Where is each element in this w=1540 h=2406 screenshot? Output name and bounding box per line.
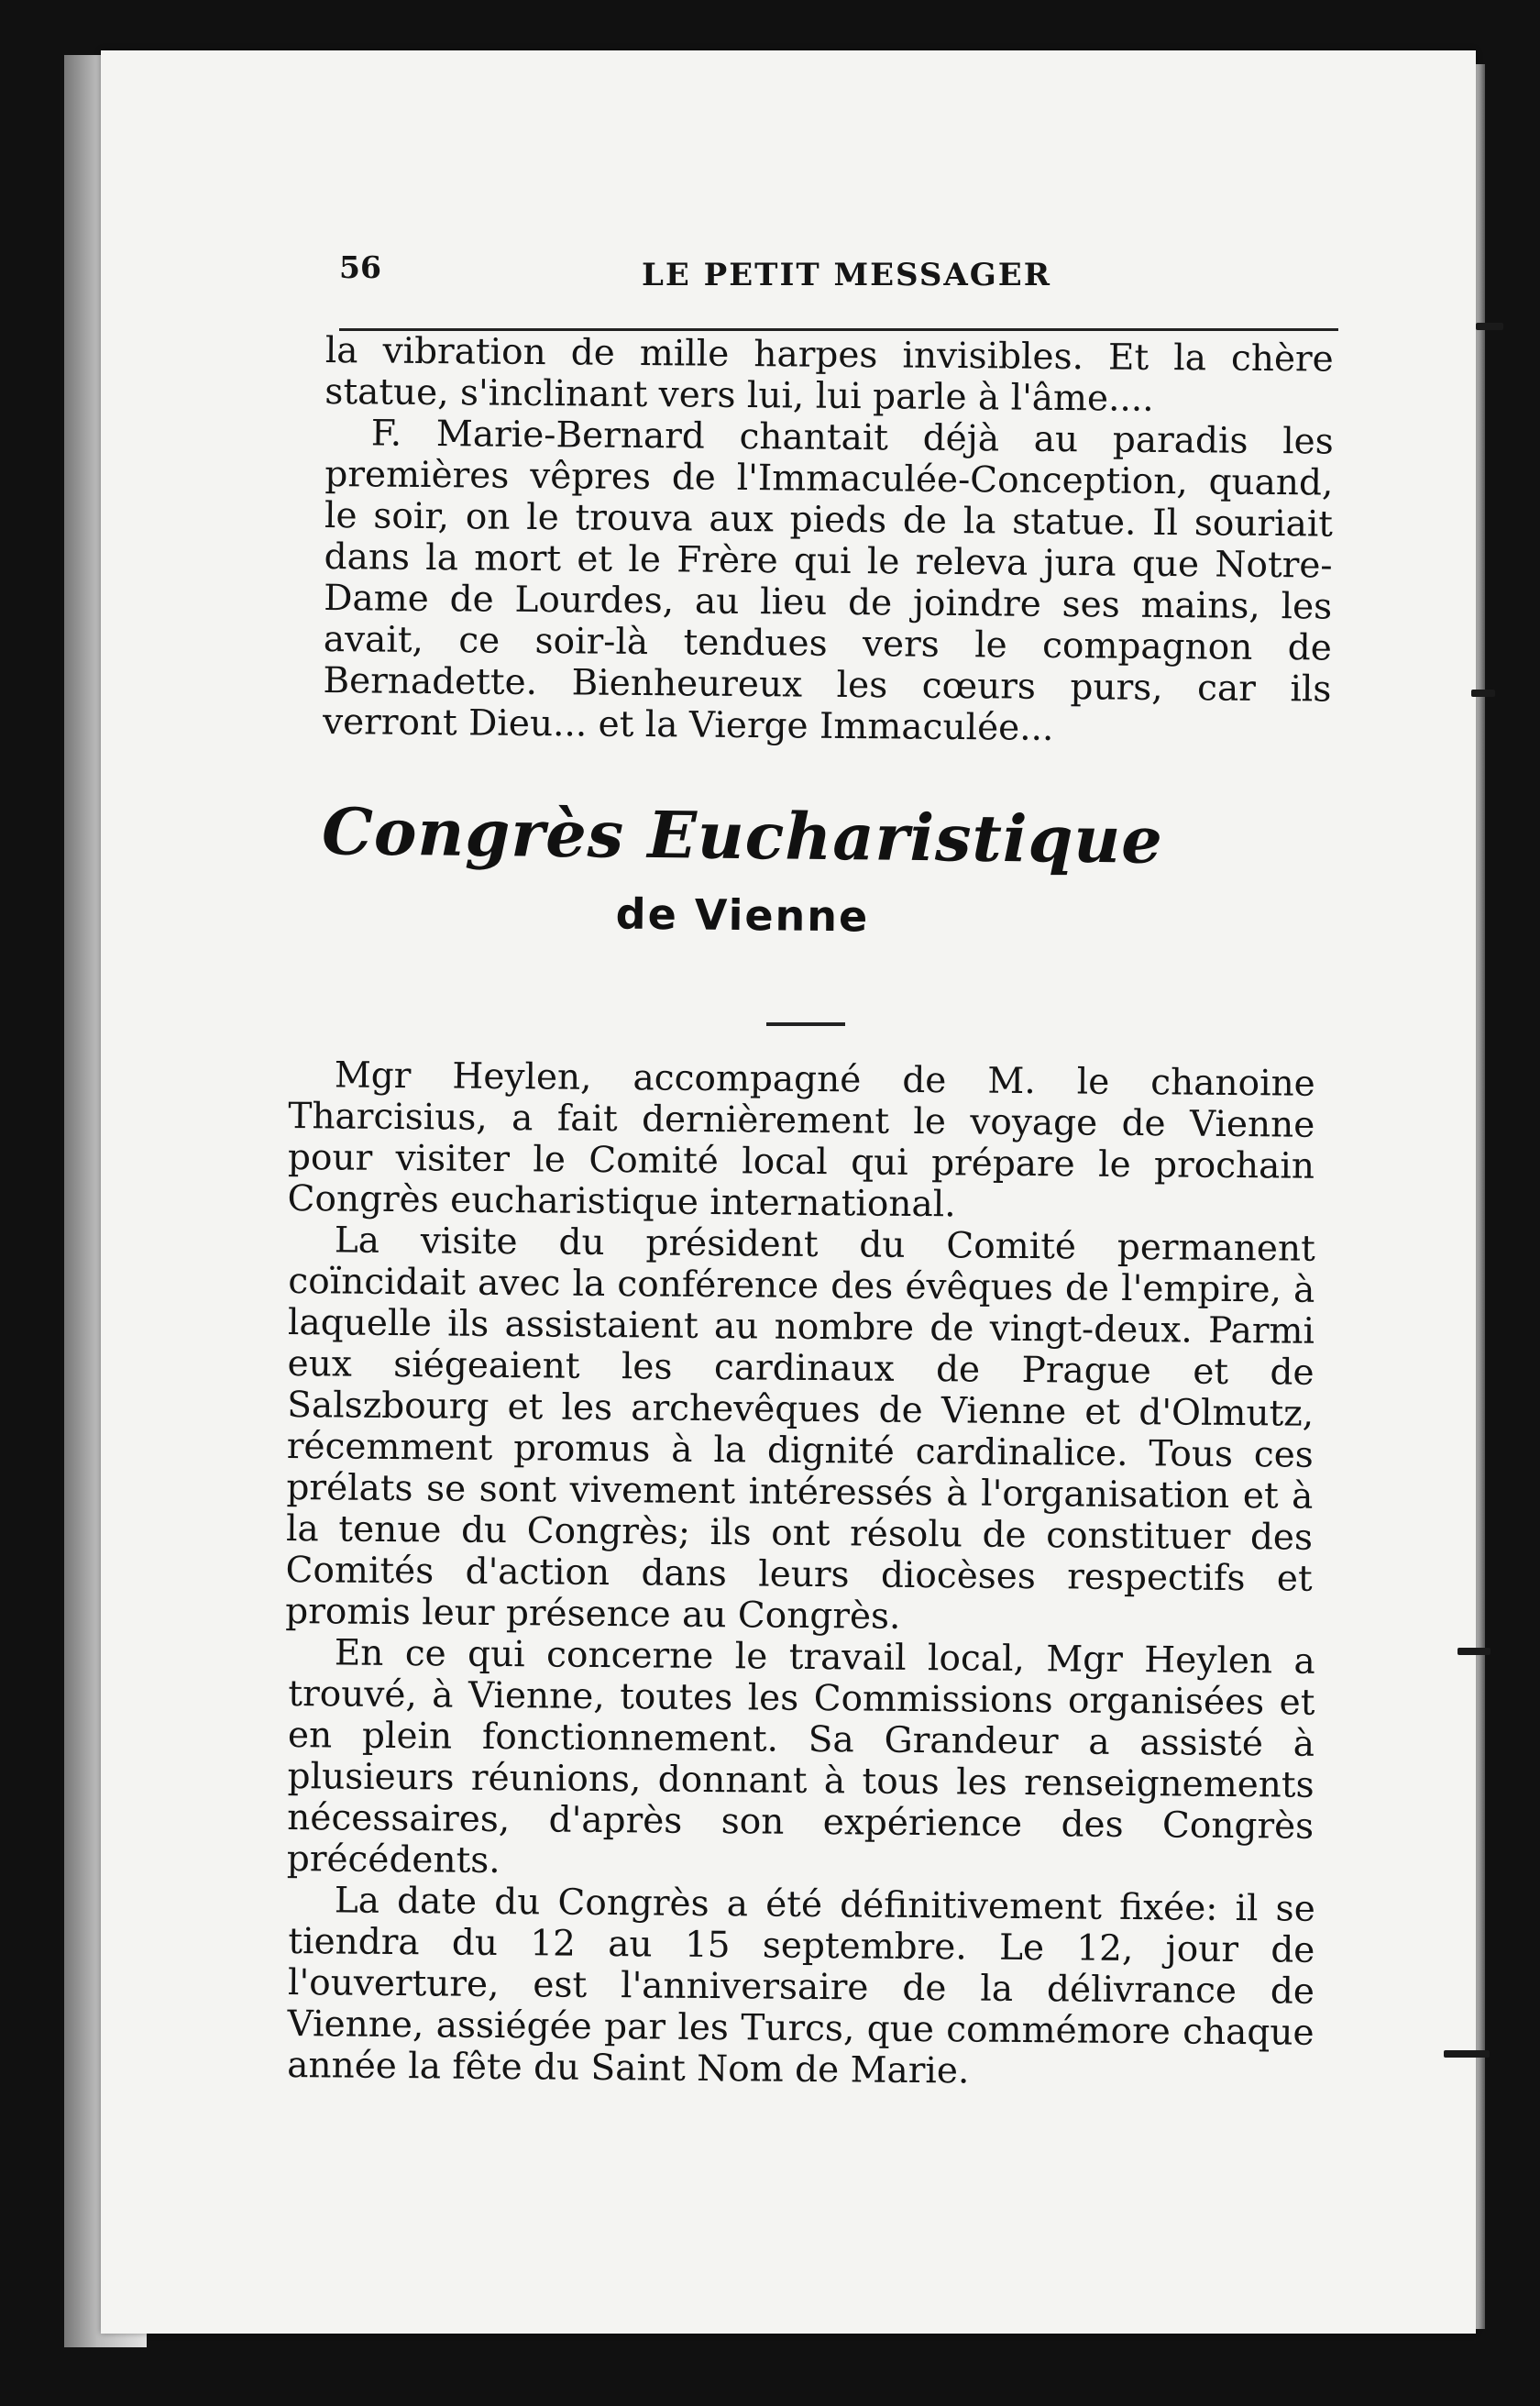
heading-divider: [766, 1022, 845, 1026]
heading-title: Congrès Eucharistique: [321, 793, 1164, 878]
heading-subtitle: de Vienne: [615, 888, 870, 942]
scan-mark: [1444, 2050, 1490, 2058]
scan-mark: [1471, 690, 1495, 697]
paragraph-heylen-visit: Mgr Heylen, accompagné de M. le chanoine Tharcisius, a fait dernièrement le voyage de Vienne pour visiter le Comité local qui prépare le prochain Congrès eucharistique international.: [287, 1054, 1315, 1226]
running-title: LE PETIT MESSAGER: [642, 257, 1051, 293]
paragraph-congress-date: La date du Congrès a été définitivement fixée: il se tiendra du 12 au 15 septembre. Le 12, jour de l'ouverture, est l'anniversaire de la délivrance de Vienne, assiégée par les Turcs, que commémore chaque année la fête du Saint Nom de Marie.: [287, 1880, 1315, 2092]
paragraph-president-visit: La visite du président du Comité permanent coïncidait avec la conférence des évêques de l'empire, à laquelle ils assistaient au nombre de vingt-deux. Parmi eux siégeaient les cardinaux de Prague et de Salszbourg et les archevêques de Vienne et d'Olmutz, récemment promus à la dignité cardinalice. Tous ces prélats se sont vivement intéressés à l'organisation et à la tenue du Congrès; ils ont résolu de constituer des Comités d'action dans leurs diocèses respectifs et promis leur présence au Congrès.: [285, 1220, 1315, 1638]
scan-mark: [1476, 323, 1503, 330]
running-header: [339, 246, 1338, 331]
paragraph-continuation: la vibration de mille harpes invisibles. Et la chère statue, s'inclinant vers lui, lui parle à l'âme....: [324, 330, 1334, 420]
paragraph-local-work: En ce qui concerne le travail local, Mgr Heylen a trouvé, à Vienne, toutes les Commissions organisées et en plein fonctionnement. Sa Grandeur a assisté à plusieurs réunions, donnant à tous les renseignements nécessaires, d'après son expérience des Congrès précédents.: [286, 1632, 1315, 1882]
page-number: 56: [339, 249, 381, 285]
article-body: [285, 1054, 1315, 2092]
section-heading: [284, 793, 1201, 942]
top-text-block: [322, 330, 1334, 749]
scan-mark: [1458, 1648, 1490, 1655]
paragraph-marie-bernard: F. Marie-Bernard chantait déjà au paradis les premières vêpres de l'Immaculée-Conception, quand, le soir, on le trouva aux pieds de la statue. Il souriait dans la mort et le Frère qui le releva jura que Notre-Dame de Lourdes, au lieu de joindre ses mains, les avait, ce soir-là tendues vers le compagnon de Bernadette. Bienheureux les cœurs purs, car ils verront Dieu... et la Vierge Immaculée...: [322, 413, 1334, 749]
